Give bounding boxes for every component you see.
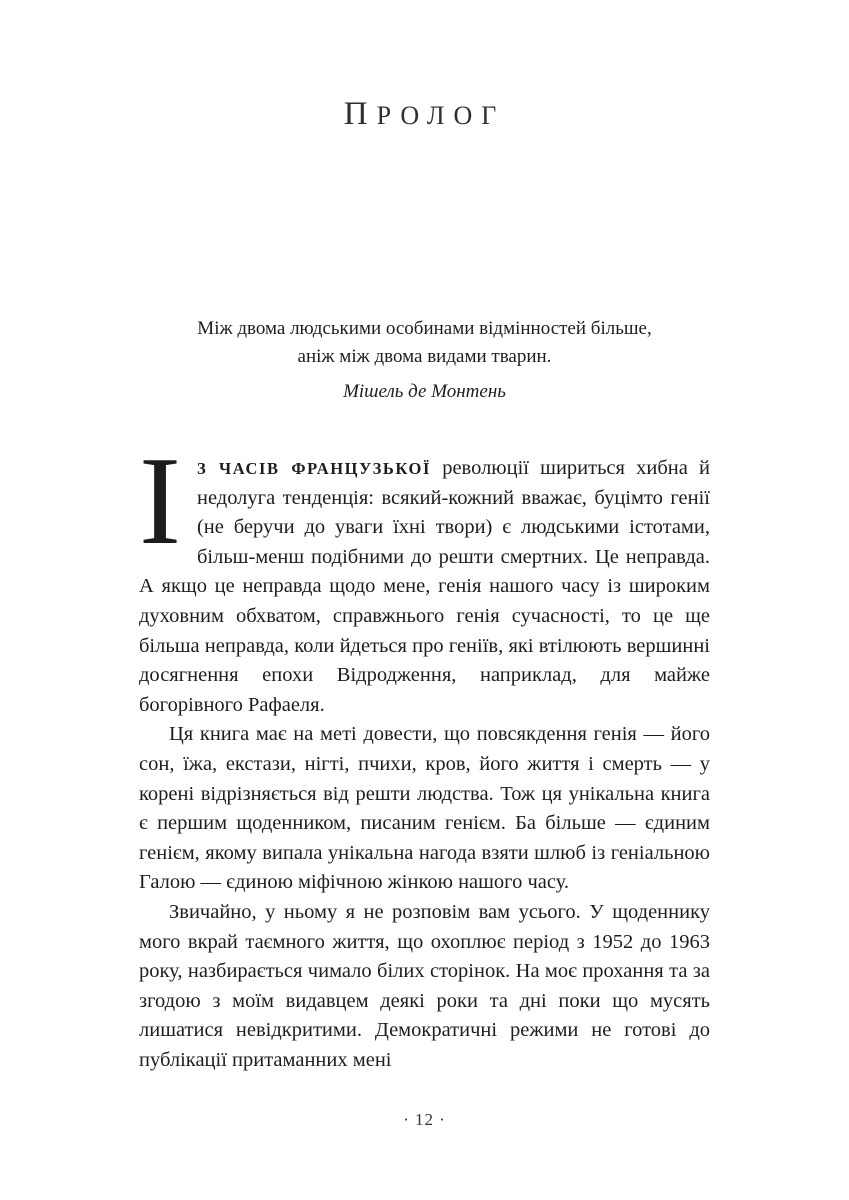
epigraph <box>139 315 710 406</box>
opening-paragraph <box>139 432 711 720</box>
lead-in-small-caps: З ЧАСІВ ФРАНЦУЗЬКОЇ <box>196 459 432 478</box>
body-text <box>139 432 711 1075</box>
drop-cap: І <box>139 432 181 571</box>
paragraph: Звичайно, у ньому я не розповім вам усього. У щоденнику мого вкрай таємного життя, що охоплює період з 1952 до 1963 року, назбирається чимало білих сторінок. На моє прохання та за згодою з моїм видавцем деякі роки та дні поки що мусять лишатися невідкритими. Демократичні режими не готові до публікації притаманних мені <box>139 900 710 1071</box>
epigraph-attribution: Мішель де Монтень <box>343 381 506 402</box>
epigraph-line: аніж між двома видами тварин. <box>297 346 552 367</box>
paragraph: Ця книга має на меті довести, що повсякдення генія — його сон, їжа, екстази, нігті, пчихи, кров, його життя і смерть — у корені відрізняється від решти людства. Тож ця унікальна книга є першим щоденником, писаним генієм. Ба більше — єдиним генієм, якому випала унікальна нагода взяти шлюб із геніальною Галою — єдиною міфічною жінкою нашого часу. <box>139 723 710 894</box>
chapter-title: ПРОЛОГ <box>343 96 506 132</box>
page-number: · 12 · <box>403 1110 446 1129</box>
epigraph-line: Між двома людськими особинами відмінностей більше, <box>197 318 652 339</box>
paragraph-text: революції шириться хибна й недолуга тенденція: всякий-кожний вважає, буцімто генії (не беручи до уваги їхні твори) є людськими істотами, більш-менш подібними до решти смертних. Це неправда. А якщо це неправда щодо мене, генія нашого часу із широким духовним обхватом, справжнього генія сучасності, то це ще більша неправда, коли йдеться про геніїв, які втілюють вершинні досягнення епохи Відродження, наприклад, для майже богорівного Рафаеля. <box>139 457 711 716</box>
